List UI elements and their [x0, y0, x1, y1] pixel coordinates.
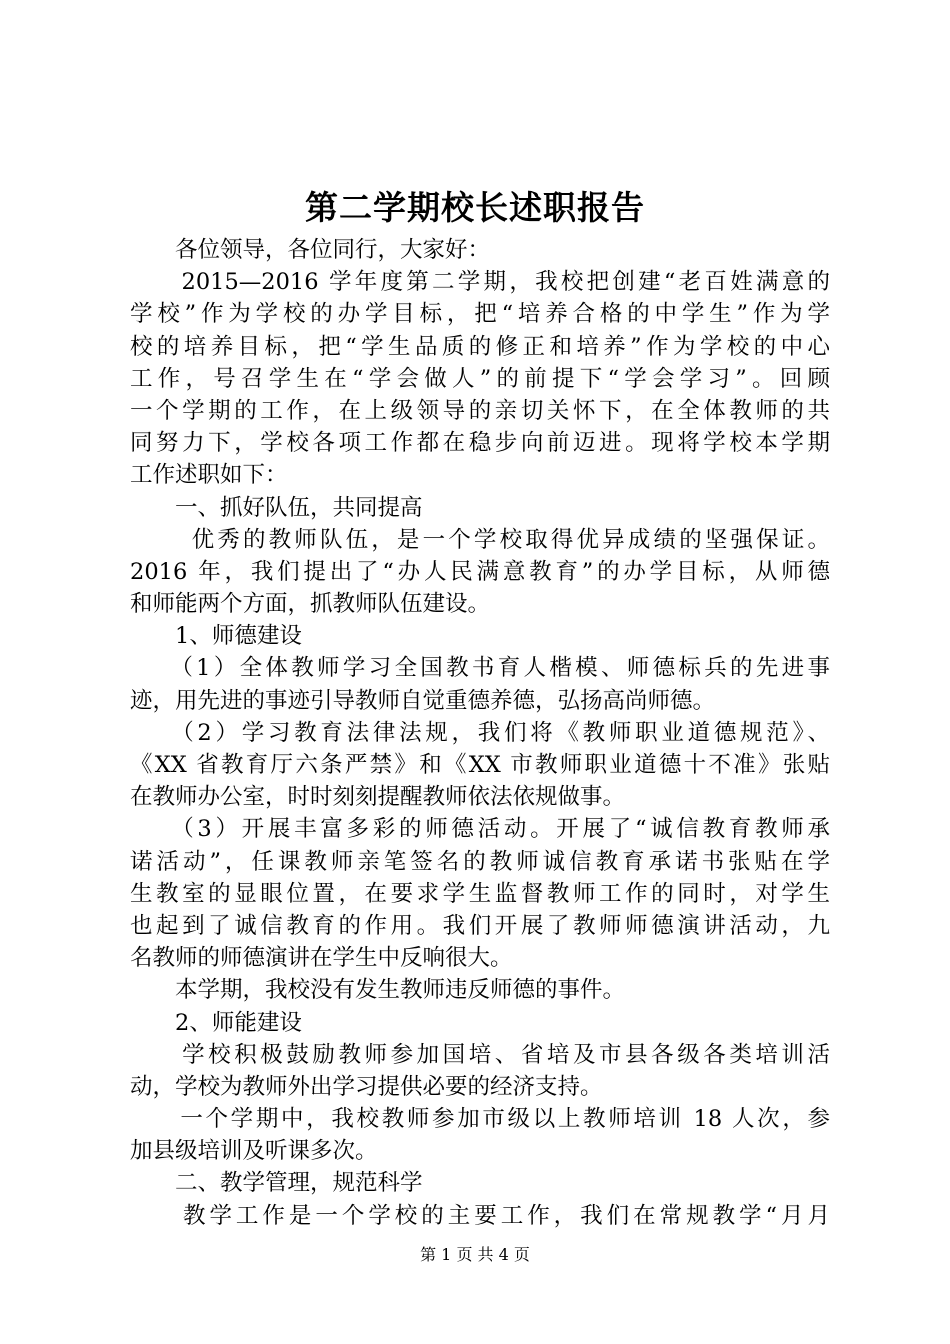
body-line: 和师能两个方面，抓教师队伍建设。: [130, 591, 491, 618]
body-line: 生教室的显眼位置，在要求学生监督教师工作的同时，对学生: [130, 880, 830, 907]
body-line: 工作，号召学生在“学会做人”的前提下“学会学习”。回顾: [130, 365, 830, 392]
page-footer: 第 1 页 共 4 页: [420, 1245, 530, 1264]
body-line: 工作述职如下：: [130, 462, 288, 489]
body-line: 1、师德建设: [130, 623, 302, 650]
body-line: 二、教学管理，规范科学: [130, 1170, 423, 1197]
body-line: 《XX 省教育厅六条严禁》和《XX 市教师职业道德十不准》张贴: [130, 752, 830, 778]
document-title: 第二学期校长述职报告: [305, 188, 645, 227]
body-line: 同努力下，学校各项工作都在稳步向前迈进。现将学校本学期: [130, 430, 830, 457]
document-body: [130, 234, 830, 1232]
body-line: 优秀的教师队伍，是一个学校取得优异成绩的坚强保证。: [130, 526, 830, 553]
body-line: 一个学期的工作，在上级领导的亲切关怀下，在全体教师的共: [130, 397, 830, 424]
body-line: 在教师办公室，时时刻刻提醒教师依法依规做事。: [130, 784, 626, 811]
body-line: 2、师能建设: [130, 1009, 302, 1036]
body-line: 动，学校为教师外出学习提供必要的经济支持。: [130, 1073, 603, 1100]
body-line: （2）学习教育法律法规，我们将《教师职业道德规范》、: [130, 719, 830, 746]
body-line: 一个学期中，我校教师参加市级以上教师培训 18 人次，参: [130, 1106, 830, 1133]
body-line: 校的培养目标，把“学生品质的修正和培养”作为学校的中心: [130, 333, 830, 360]
body-line: 学校”作为学校的办学目标，把“培养合格的中学生”作为学: [130, 301, 830, 328]
body-line: 学校积极鼓励教师参加国培、省培及市县各级各类培训活: [130, 1041, 830, 1068]
body-line: 各位领导，各位同行，大家好：: [130, 237, 491, 263]
body-line: 本学期，我校没有发生教师违反师德的事件。: [130, 977, 626, 1004]
body-line: 一、抓好队伍，共同提高: [130, 494, 423, 521]
body-line: （3）开展丰富多彩的师德活动。开展了“诚信教育教师承: [130, 816, 830, 843]
body-line: 诺活动”，任课教师亲笔签名的教师诚信教育承诺书张贴在学: [130, 848, 830, 875]
body-line: 2016 年，我们提出了“办人民满意教育”的办学目标，从师德: [130, 558, 830, 585]
body-line: 迹，用先进的事迹引导教师自觉重德养德，弘扬高尚师德。: [130, 687, 716, 714]
body-line: 教学工作是一个学校的主要工作，我们在常规教学“月月: [130, 1202, 830, 1229]
body-line: 2015—2016 学年度第二学期，我校把创建“老百姓满意的: [130, 269, 830, 296]
body-line: （1）全体教师学习全国教书育人楷模、师德标兵的先进事: [130, 655, 830, 682]
body-line: 加县级培训及听课多次。: [130, 1138, 378, 1165]
body-line: 名教师的师德演讲在学生中反响很大。: [130, 945, 513, 972]
body-line: 也起到了诚信教育的作用。我们开展了教师师德演讲活动，九: [130, 912, 830, 939]
